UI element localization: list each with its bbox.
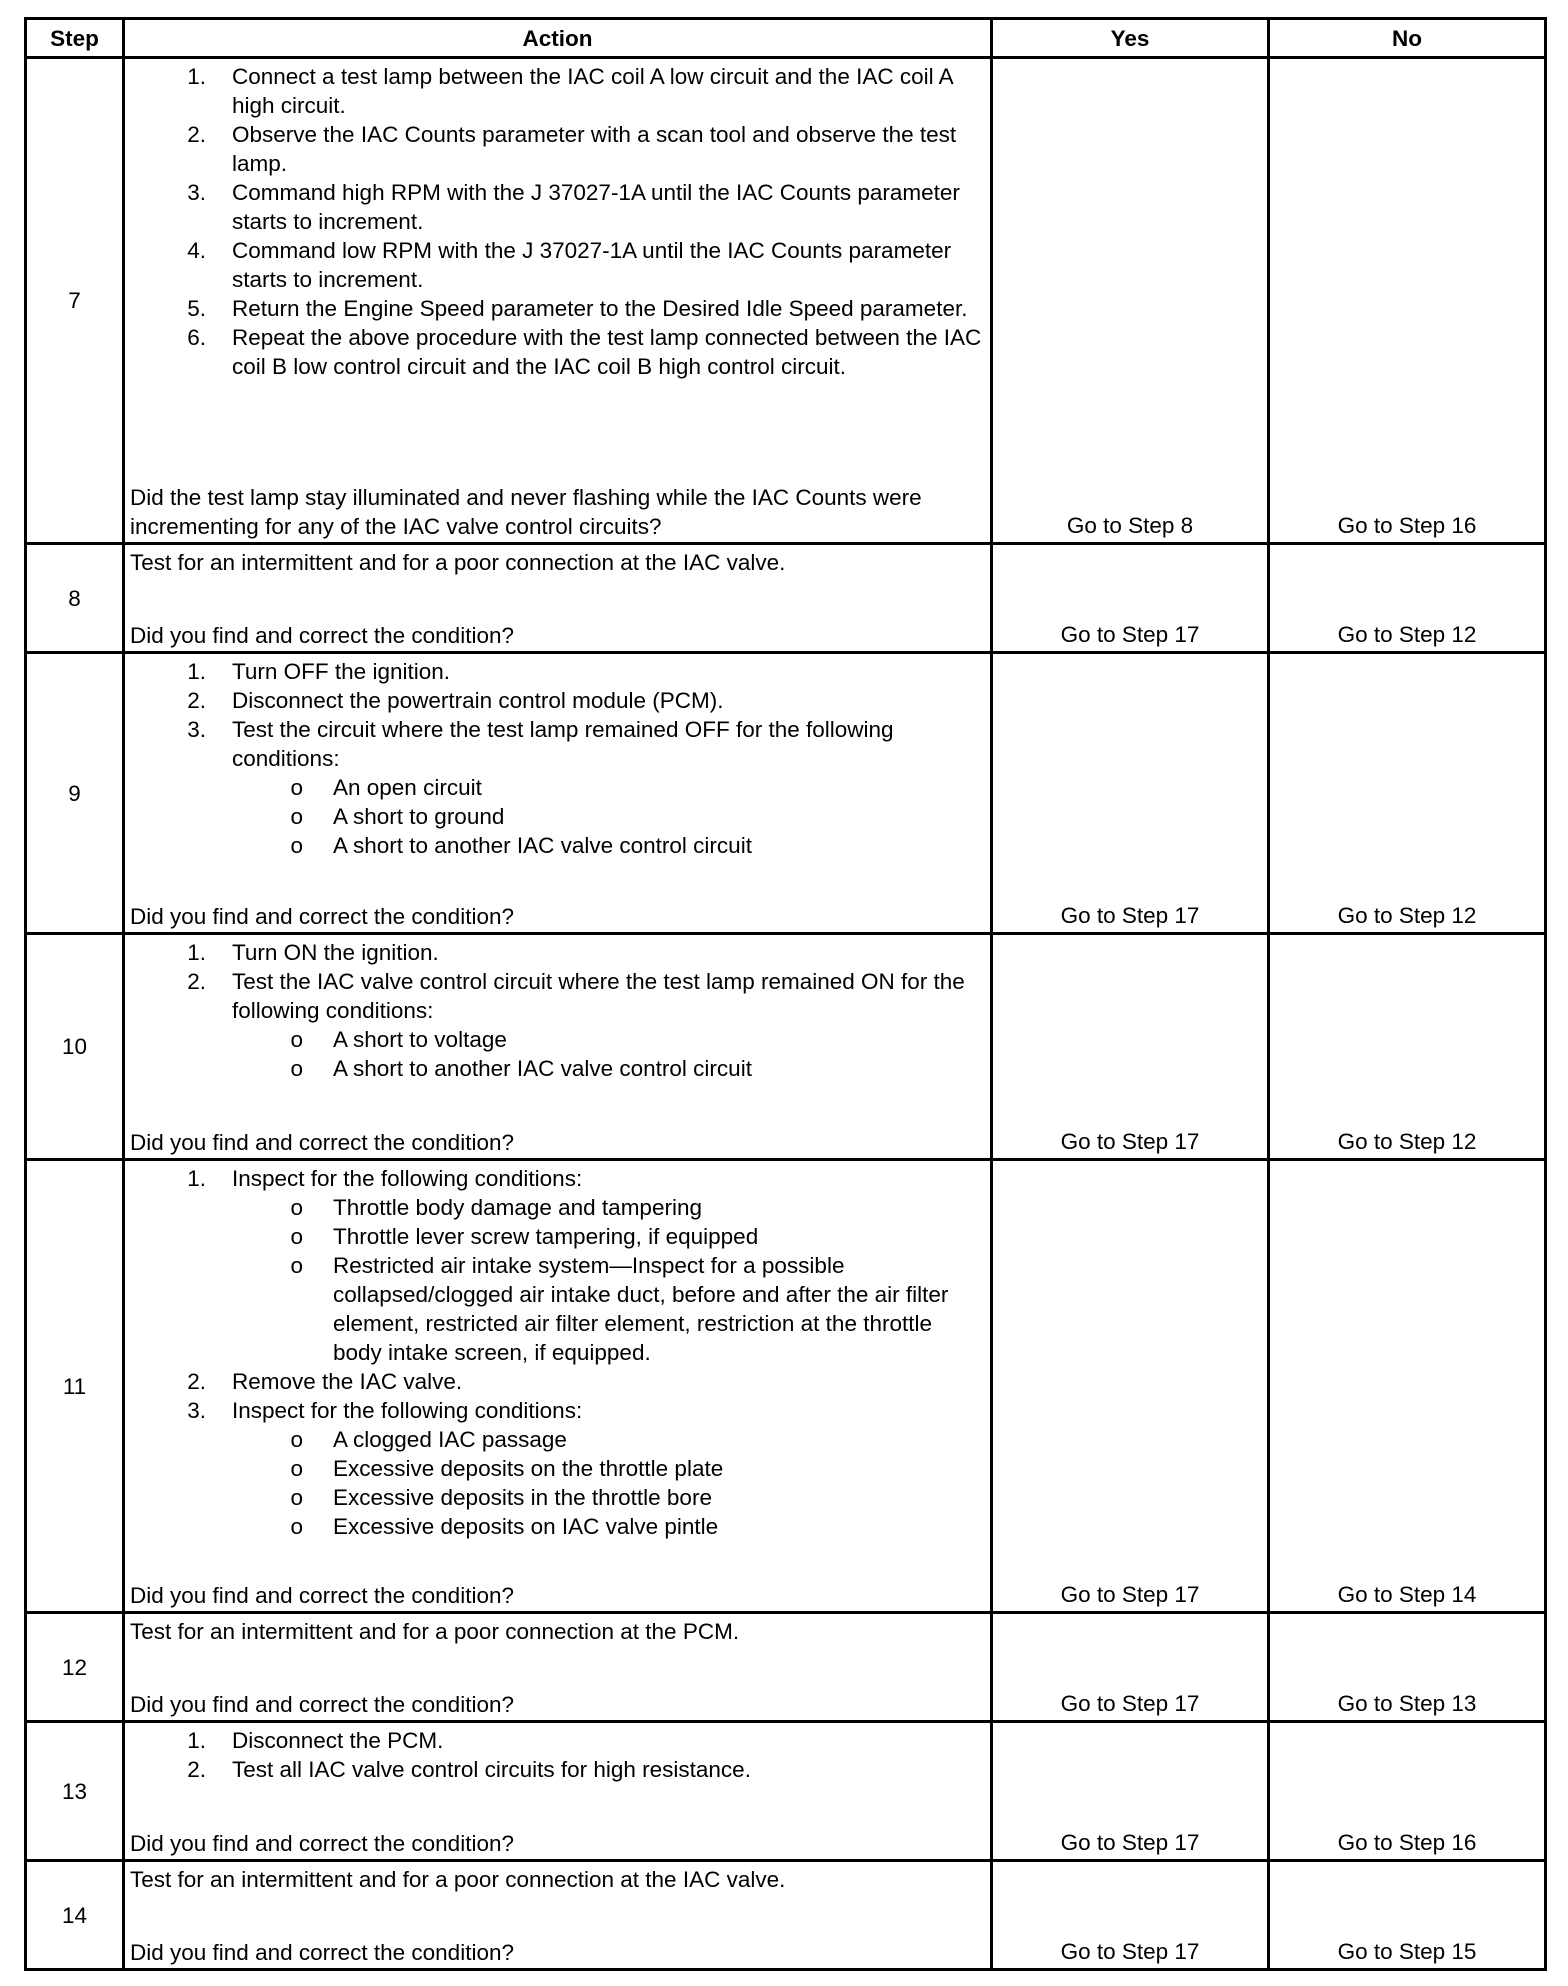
action-step-item: [130, 1726, 984, 1755]
yes-result: Go to Step 17: [992, 934, 1269, 1160]
action-content: [130, 1617, 984, 1719]
no-result: Go to Step 12: [1269, 934, 1546, 1160]
action-cell: [124, 544, 992, 653]
step-number: 9: [26, 653, 124, 934]
no-result: Go to Step 16: [1269, 1722, 1546, 1861]
bullet-icon: o: [290, 804, 303, 829]
sub-item-text: Excessive deposits on IAC valve pintle: [333, 1514, 719, 1539]
item-number: 1.: [187, 1166, 206, 1191]
sub-item-text: A short to another IAC valve control circuit: [333, 833, 752, 858]
action-content: [130, 1164, 984, 1610]
item-text: Repeat the above procedure with the test lamp connected between the IAC coil B low control circuit and the IAC coil B high control circuit.: [232, 325, 982, 379]
step-number: 7: [26, 58, 124, 544]
item-number: 3.: [187, 717, 206, 742]
bullet-icon: o: [290, 1056, 303, 1081]
table-body: [26, 58, 1546, 1970]
action-cell: [124, 1613, 992, 1722]
yes-result: Go to Step 17: [992, 1722, 1269, 1861]
no-result: Go to Step 13: [1269, 1613, 1546, 1722]
item-number: 5.: [187, 296, 206, 321]
no-result: Go to Step 12: [1269, 653, 1546, 934]
item-number: 2.: [187, 122, 206, 147]
bullet-icon: o: [290, 1427, 303, 1452]
sub-item-text: Restricted air intake system—Inspect for a possible collapsed/clogged air intake duct, before and after the air filter element, restricted air filter element, restriction at the throttle body intake screen, if equipped.: [333, 1253, 949, 1365]
action-step-item: [130, 938, 984, 967]
yes-result: Go to Step 17: [992, 1160, 1269, 1613]
no-result: Go to Step 15: [1269, 1861, 1546, 1970]
item-number: 6.: [187, 325, 206, 350]
action-step-item: [130, 1367, 984, 1396]
action-question: Did the test lamp stay illuminated and never flashing while the IAC Counts were incrementing for any of the IAC valve control circuits?: [130, 485, 922, 539]
action-sub-item: [130, 831, 984, 860]
step-number: 14: [26, 1861, 124, 1970]
action-step-item: [130, 967, 984, 1025]
item-number: 1.: [187, 940, 206, 965]
table-row: [26, 1722, 1546, 1861]
diagnostic-table: [24, 17, 1547, 1971]
yes-result: Go to Step 17: [992, 1861, 1269, 1970]
bullet-icon: o: [290, 833, 303, 858]
yes-result: Go to Step 17: [992, 1613, 1269, 1722]
item-number: 2.: [187, 1757, 206, 1782]
table-row: [26, 58, 1546, 544]
item-number: 2.: [187, 1369, 206, 1394]
table-row: [26, 1861, 1546, 1970]
action-step-item: [130, 1164, 984, 1193]
action-sub-item: [130, 1251, 984, 1367]
item-text: Test all IAC valve control circuits for high resistance.: [232, 1757, 751, 1782]
bullet-icon: o: [290, 1514, 303, 1539]
action-sub-item: [130, 802, 984, 831]
item-number: 1.: [187, 659, 206, 684]
item-text: Test the circuit where the test lamp remained OFF for the following conditions:: [232, 717, 894, 771]
no-result: Go to Step 16: [1269, 58, 1546, 544]
sub-item-text: A short to ground: [333, 804, 505, 829]
sub-item-text: An open circuit: [333, 775, 482, 800]
action-instruction: Test for an intermittent and for a poor connection at the IAC valve.: [130, 550, 786, 575]
action-content: [130, 1726, 984, 1858]
item-text: Remove the IAC valve.: [232, 1369, 463, 1394]
action-sub-item: [130, 1425, 984, 1454]
table-header-row: [26, 19, 1546, 58]
table-row: [26, 1613, 1546, 1722]
action-cell: [124, 1722, 992, 1861]
table-row: [26, 653, 1546, 934]
action-cell: [124, 1861, 992, 1970]
yes-result: Go to Step 17: [992, 653, 1269, 934]
action-question: Did you find and correct the condition?: [130, 904, 514, 929]
action-content: [130, 938, 984, 1157]
action-question: Did you find and correct the condition?: [130, 1583, 514, 1608]
bullet-icon: o: [290, 1253, 303, 1278]
step-number: 11: [26, 1160, 124, 1613]
column-header-action: Action: [124, 19, 992, 58]
sub-item-text: A short to another IAC valve control circuit: [333, 1056, 752, 1081]
action-cell: [124, 934, 992, 1160]
item-text: Connect a test lamp between the IAC coil A low circuit and the IAC coil A high circuit.: [232, 64, 953, 118]
item-number: 1.: [187, 1728, 206, 1753]
item-text: Disconnect the PCM.: [232, 1728, 444, 1753]
item-text: Command high RPM with the J 37027-1A until the IAC Counts parameter starts to increment.: [232, 180, 960, 234]
no-result: Go to Step 12: [1269, 544, 1546, 653]
action-step-item: [130, 686, 984, 715]
step-number: 13: [26, 1722, 124, 1861]
item-text: Turn OFF the ignition.: [232, 659, 451, 684]
sub-item-text: Excessive deposits on the throttle plate: [333, 1456, 724, 1481]
item-text: Turn ON the ignition.: [232, 940, 439, 965]
item-text: Observe the IAC Counts parameter with a scan tool and observe the test lamp.: [232, 122, 957, 176]
action-step-item: [130, 715, 984, 773]
action-question: Did you find and correct the condition?: [130, 1831, 514, 1856]
no-result: Go to Step 14: [1269, 1160, 1546, 1613]
action-sub-item: [130, 773, 984, 802]
yes-result: Go to Step 8: [992, 58, 1269, 544]
action-step-item: [130, 1755, 984, 1784]
action-question: Did you find and correct the condition?: [130, 623, 514, 648]
action-cell: [124, 1160, 992, 1613]
bullet-icon: o: [290, 1027, 303, 1052]
action-question: Did you find and correct the condition?: [130, 1130, 514, 1155]
action-step-item: [130, 657, 984, 686]
sub-item-text: A short to voltage: [333, 1027, 507, 1052]
item-text: Test the IAC valve control circuit where the test lamp remained ON for the following conditions:: [232, 969, 965, 1023]
yes-result: Go to Step 17: [992, 544, 1269, 653]
action-sub-item: [130, 1025, 984, 1054]
column-header-step: Step: [26, 19, 124, 58]
table-row: [26, 934, 1546, 1160]
table-row: [26, 544, 1546, 653]
action-sub-item: [130, 1512, 984, 1541]
action-content: [130, 548, 984, 650]
action-step-item: [130, 1396, 984, 1425]
action-step-item: [130, 294, 984, 323]
action-question: Did you find and correct the condition?: [130, 1940, 514, 1965]
action-content: [130, 657, 984, 931]
item-number: 2.: [187, 969, 206, 994]
item-number: 2.: [187, 688, 206, 713]
sub-item-text: Throttle lever screw tampering, if equipped: [333, 1224, 759, 1249]
item-text: Command low RPM with the J 37027-1A until the IAC Counts parameter starts to increment.: [232, 238, 952, 292]
action-instruction: Test for an intermittent and for a poor connection at the PCM.: [130, 1619, 740, 1644]
sub-item-text: Throttle body damage and tampering: [333, 1195, 702, 1220]
action-step-item: [130, 323, 984, 381]
item-text: Return the Engine Speed parameter to the Desired Idle Speed parameter.: [232, 296, 968, 321]
action-sub-item: [130, 1054, 984, 1083]
action-step-item: [130, 236, 984, 294]
action-content: [130, 1865, 984, 1967]
item-number: 3.: [187, 1398, 206, 1423]
column-header-no: No: [1269, 19, 1546, 58]
item-text: Inspect for the following conditions:: [232, 1166, 583, 1191]
action-step-item: [130, 178, 984, 236]
step-number: 12: [26, 1613, 124, 1722]
action-step-item: [130, 120, 984, 178]
action-sub-item: [130, 1483, 984, 1512]
action-cell: [124, 58, 992, 544]
action-sub-item: [130, 1193, 984, 1222]
item-text: Disconnect the powertrain control module (PCM).: [232, 688, 724, 713]
sub-item-text: Excessive deposits in the throttle bore: [333, 1485, 712, 1510]
item-text: Inspect for the following conditions:: [232, 1398, 583, 1423]
action-content: [130, 62, 984, 541]
column-header-yes: Yes: [992, 19, 1269, 58]
table-row: [26, 1160, 1546, 1613]
action-question: Did you find and correct the condition?: [130, 1692, 514, 1717]
bullet-icon: o: [290, 1195, 303, 1220]
bullet-icon: o: [290, 775, 303, 800]
bullet-icon: o: [290, 1224, 303, 1249]
action-cell: [124, 653, 992, 934]
item-number: 3.: [187, 180, 206, 205]
step-number: 8: [26, 544, 124, 653]
item-number: 4.: [187, 238, 206, 263]
item-number: 1.: [187, 64, 206, 89]
sub-item-text: A clogged IAC passage: [333, 1427, 567, 1452]
step-number: 10: [26, 934, 124, 1160]
bullet-icon: o: [290, 1485, 303, 1510]
action-step-item: [130, 62, 984, 120]
bullet-icon: o: [290, 1456, 303, 1481]
action-sub-item: [130, 1454, 984, 1483]
action-instruction: Test for an intermittent and for a poor connection at the IAC valve.: [130, 1867, 786, 1892]
action-sub-item: [130, 1222, 984, 1251]
